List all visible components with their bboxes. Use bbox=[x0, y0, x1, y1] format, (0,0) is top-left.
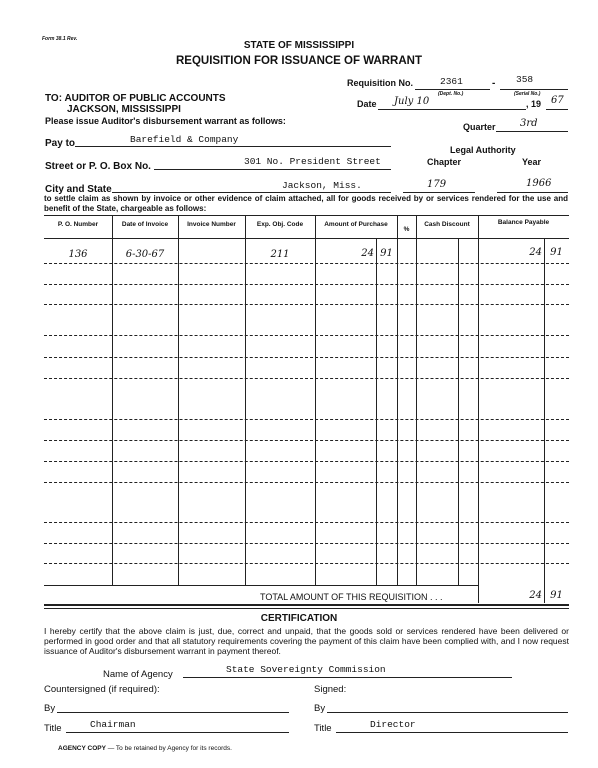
form-number: Form 38.1 Rev. bbox=[42, 36, 78, 42]
quarter-label: Quarter bbox=[463, 122, 496, 132]
city-value: Jackson, Miss. bbox=[282, 180, 362, 191]
requisition-label: Requisition No. bbox=[347, 78, 413, 88]
countersigned-label: Countersigned (if required): bbox=[44, 684, 160, 695]
row-po-number: 136 bbox=[68, 249, 88, 260]
header-percent: % bbox=[403, 226, 410, 233]
serial-no-label: (Serial No.) bbox=[514, 91, 541, 97]
total-label: TOTAL AMOUNT OF THIS REQUISITION . . . bbox=[260, 592, 443, 602]
year-label: Year bbox=[522, 157, 542, 167]
header-exp-obj-code: Exp. Obj. Code bbox=[256, 221, 304, 228]
row-balance-dollars: 24 bbox=[529, 247, 542, 258]
header-amount-of-purchase: Amount of Purchase bbox=[324, 221, 388, 228]
row-date-of-invoice: 6-30-67 bbox=[125, 249, 165, 260]
header-invoice-number: Invoice Number bbox=[187, 221, 236, 228]
footer-text: — To be retained by Agency for its records. bbox=[107, 745, 232, 752]
total-dollars: 24 bbox=[529, 590, 542, 601]
date-year-suffix: 67 bbox=[551, 95, 564, 106]
date-year-prefix: , 19 bbox=[526, 99, 542, 109]
serial-no-value: 358 bbox=[516, 74, 534, 85]
pay-to-label: Pay to bbox=[45, 138, 76, 149]
certification-text: I hereby certify that the above claim is just, due, correct and unpaid, that the goods sold or services rendered have been delivered or performed in good order and that all statutory requirements covering the payment of this claim have been complied with, and I now request issuance of Auditor's disbursement warrant in payment thereof. bbox=[44, 626, 569, 656]
row-amount-dollars: 24 bbox=[361, 248, 374, 259]
row-balance-cents: 91 bbox=[550, 247, 563, 258]
title-label-left: Title bbox=[44, 723, 62, 734]
legal-authority-label: Legal Authority bbox=[450, 145, 516, 155]
header-date-of-invoice: Date of Invoice bbox=[121, 221, 169, 228]
header-po-number: P. O. Number bbox=[57, 221, 99, 228]
title-value-right: Director bbox=[370, 719, 416, 730]
total-cents: 91 bbox=[550, 590, 563, 601]
settle-claim-text: to settle claim as shown by invoice or other evidence of claim attached, all for goods received by or services rendered for the use and benefit of the State, chargeable as follows: bbox=[44, 194, 568, 213]
row-amount-cents: 91 bbox=[380, 248, 393, 259]
by-label-right: By bbox=[314, 703, 326, 714]
dept-no-label: (Dept. No.) bbox=[438, 91, 464, 97]
quarter-value: 3rd bbox=[520, 118, 538, 129]
title-value-left: Chairman bbox=[90, 719, 136, 730]
year-value: 1966 bbox=[526, 178, 552, 189]
to-line1: TO: AUDITOR OF PUBLIC ACCOUNTS bbox=[45, 93, 226, 104]
by-label-left: By bbox=[44, 703, 56, 714]
agency-label: Name of Agency bbox=[103, 669, 173, 680]
dept-no-value: 2361 bbox=[440, 76, 463, 87]
form-title: REQUISITION FOR ISSUANCE OF WARRANT bbox=[176, 55, 422, 67]
footer-agency-copy: AGENCY COPY bbox=[58, 745, 106, 752]
state-title: STATE OF MISSISSIPPI bbox=[243, 40, 355, 51]
instruction-text: Please issue Auditor's disbursement warrant as follows: bbox=[45, 116, 286, 126]
requisition-dash: - bbox=[492, 78, 496, 89]
agency-value: State Sovereignty Commission bbox=[226, 664, 386, 675]
city-label: City and State bbox=[45, 184, 112, 195]
certification-title: CERTIFICATION bbox=[260, 613, 338, 624]
pay-to-value: Barefield & Company bbox=[130, 134, 239, 145]
date-value: July 10 bbox=[394, 96, 430, 107]
footer-note bbox=[58, 745, 232, 752]
chapter-label: Chapter bbox=[427, 157, 462, 167]
header-balance-payable: Balance Payable bbox=[497, 219, 550, 226]
row-exp-obj-code: 211 bbox=[270, 249, 290, 260]
street-value: 301 No. President Street bbox=[244, 156, 381, 167]
date-label: Date bbox=[357, 99, 377, 109]
street-label: Street or P. O. Box No. bbox=[45, 161, 151, 172]
chapter-value: 179 bbox=[427, 179, 447, 190]
to-line2: JACKSON, MISSISSIPPI bbox=[67, 104, 181, 115]
title-label-right: Title bbox=[314, 723, 332, 734]
header-cash-discount: Cash Discount bbox=[424, 221, 470, 228]
signed-label: Signed: bbox=[314, 684, 347, 695]
